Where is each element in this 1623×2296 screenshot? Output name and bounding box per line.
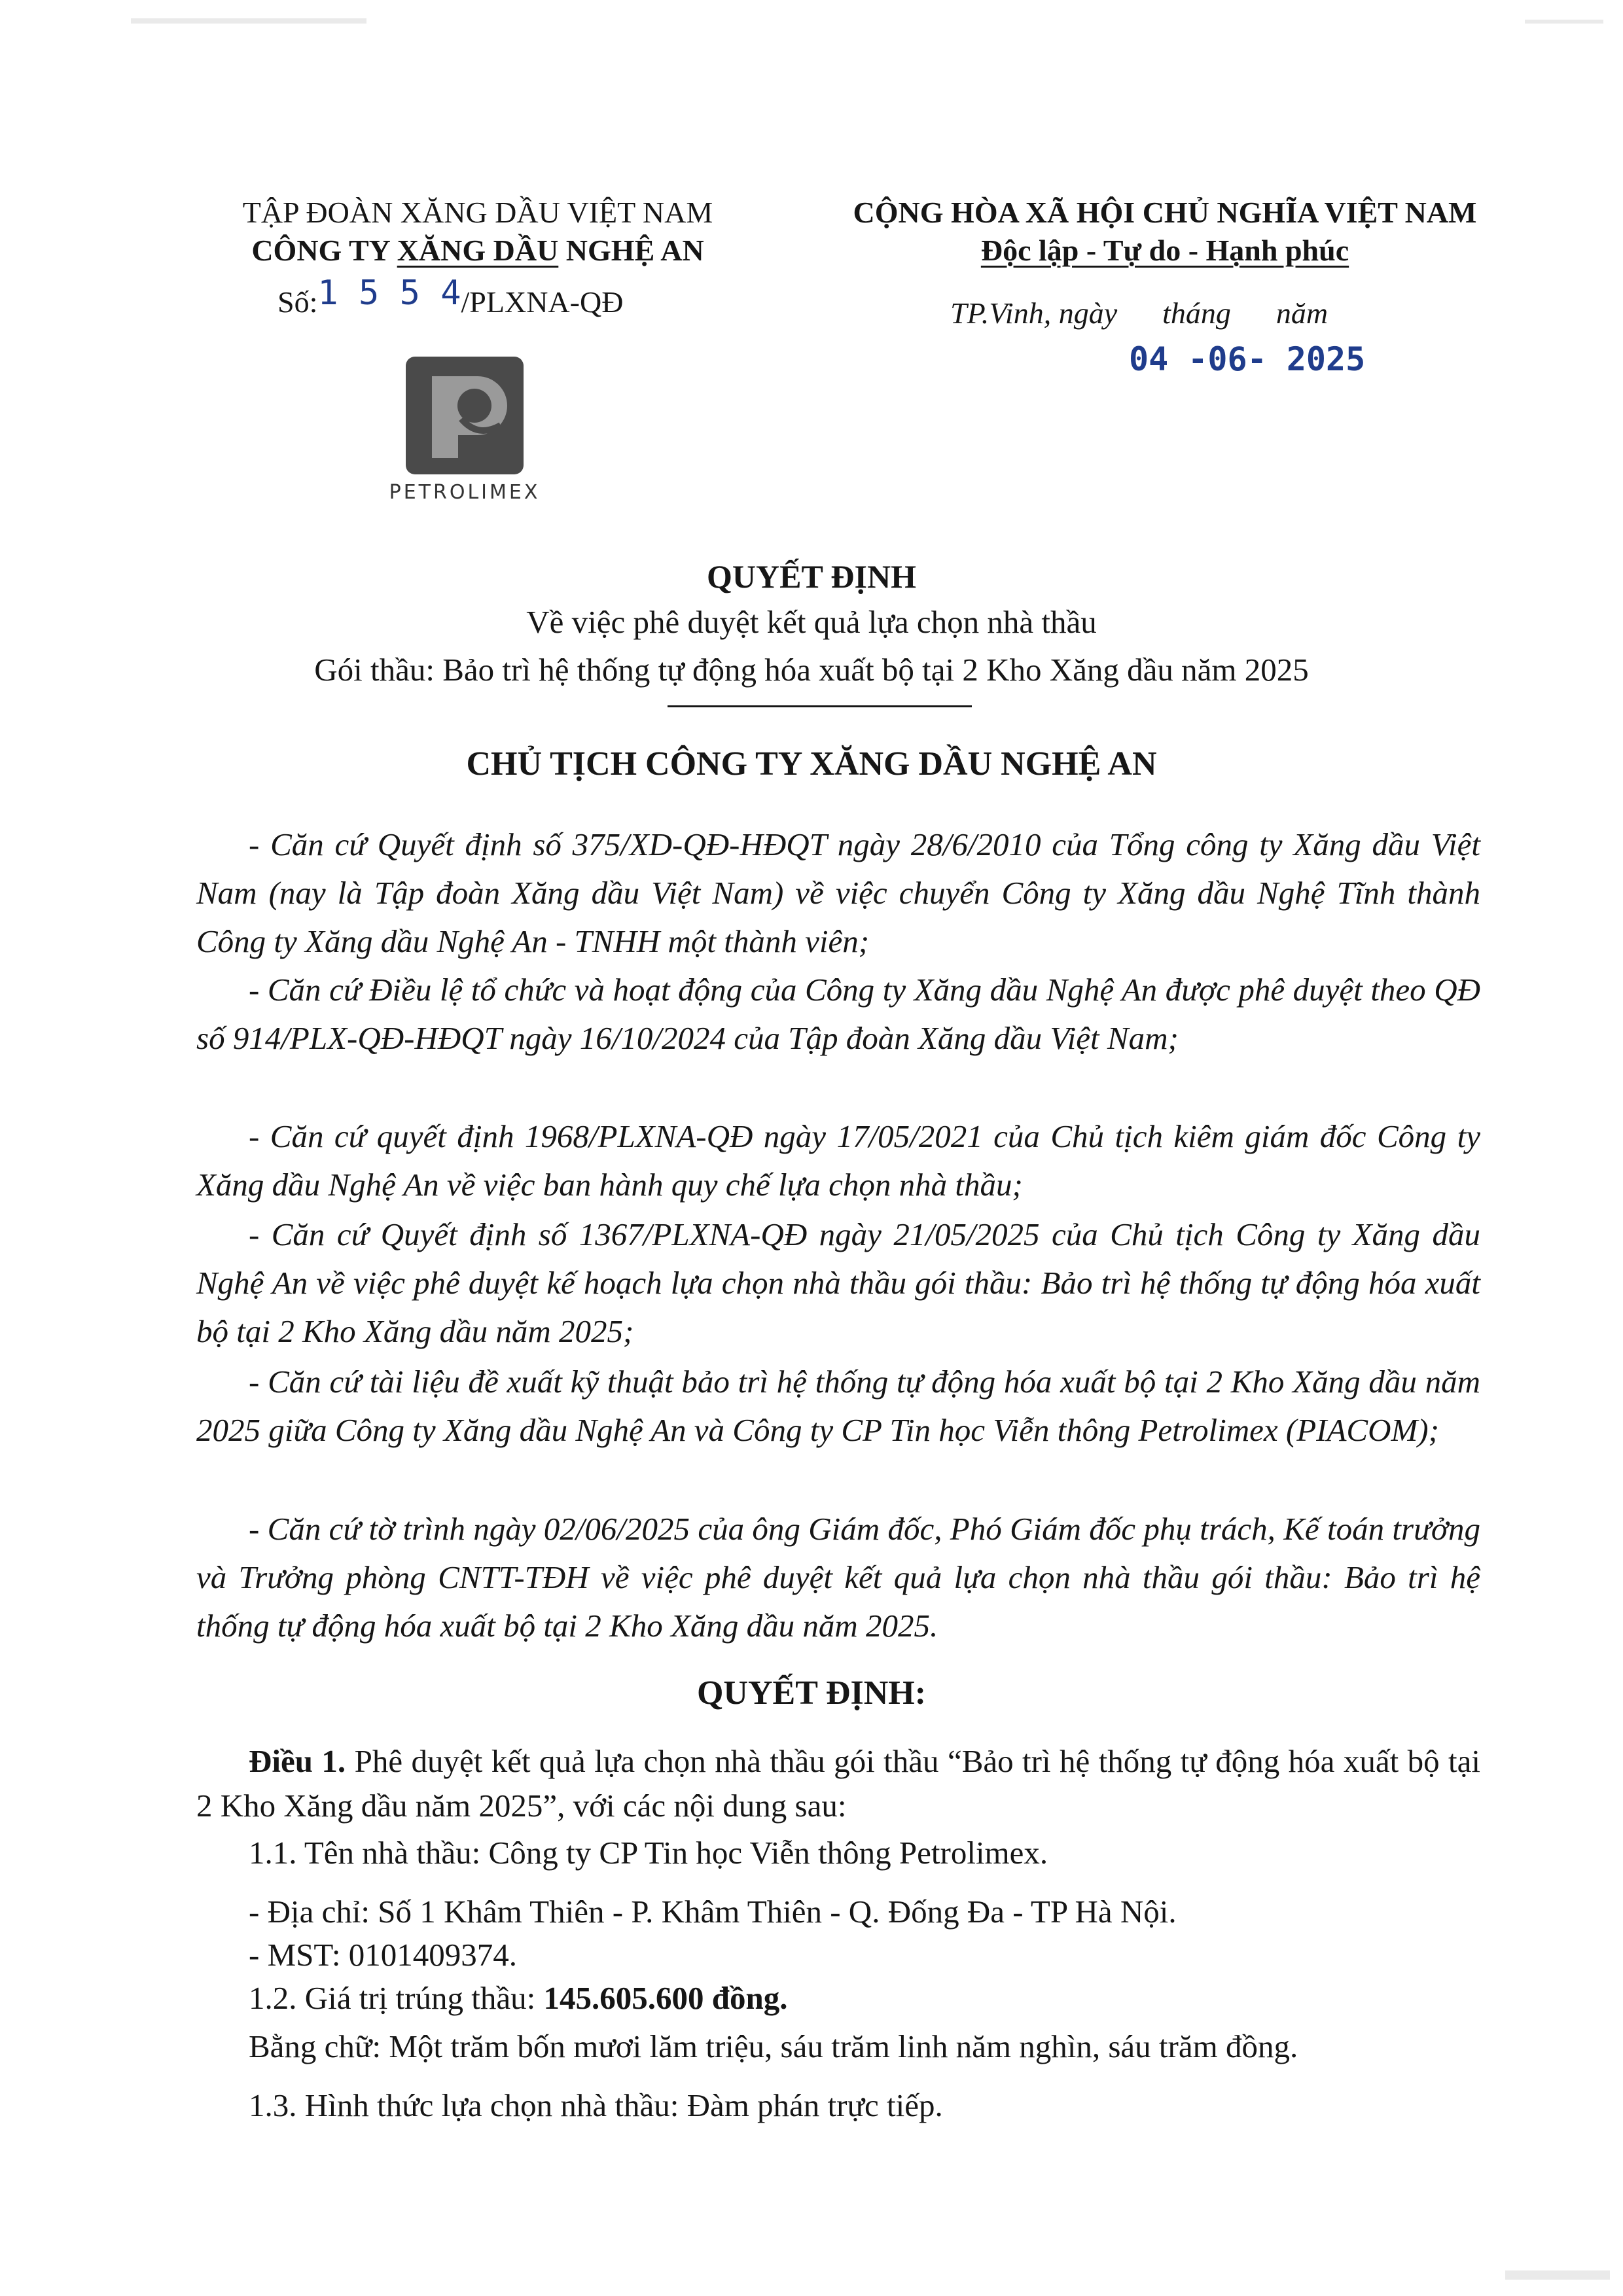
article-1: Điều 1. Phê duyệt kết quả lựa chọn nhà thầu gói thầu “Bảo trì hệ thống tự động hóa xuất bộ tại 2 Kho Xăng dầu năm 2025”, với các nội dung sau: (196, 1743, 1481, 1824)
contractor-name: 1.1. Tên nhà thầu: Công ty CP Tin học Viễn thông Petrolimex. (249, 1835, 1048, 1871)
stamped-number: 1 5 5 4 (317, 274, 461, 313)
petrolimex-logo-icon (406, 357, 524, 474)
parent-org: TẬP ĐOÀN XĂNG DẦU VIỆT NAM (242, 196, 713, 229)
legal-basis-5: - Căn cứ tài liệu đề xuất kỹ thuật bảo trì hệ thống tự động hóa xuất bộ tại 2 Kho Xăng dầu năm 2025 giữa Công ty Xăng dầu Nghệ An và Công ty CP Tin học Viễn thông Petrolimex (PIACOM); (196, 1364, 1480, 1448)
price-in-words: Bằng chữ: Một trăm bốn mươi lăm triệu, sáu trăm linh năm nghìn, sáu trăm đồng. (249, 2028, 1298, 2064)
org-header-left (183, 194, 772, 270)
decision-subject: Về việc phê duyệt kết quả lựa chọn nhà thầu (526, 604, 1097, 640)
winning-price: 1.2. Giá trị trúng thầu: 145.605.600 đồng. (249, 1980, 788, 2016)
legal-basis-4: - Căn cứ Quyết định số 1367/PLXNA-QĐ ngày 21/05/2025 của Chủ tịch Công ty Xăng dầu Nghệ An về việc phê duyệt kế hoạch lựa chọn nhà thầu gói thầu: Bảo trì hệ thống tự động hóa xuất bộ tại 2 Kho Xăng dầu năm 2025; (196, 1216, 1480, 1349)
decision-heading: QUYẾT ĐỊNH: (696, 1674, 927, 1712)
package-name: Gói thầu: Bảo trì hệ thống tự động hóa xuất bộ tại 2 Kho Xăng dầu năm 2025 (314, 652, 1309, 688)
document-number: Số:1 5 5 4/PLXNA-QĐ (277, 274, 624, 319)
selection-method: 1.3. Hình thức lựa chọn nhà thầu: Đàm phán trực tiếp. (249, 2087, 943, 2123)
legal-basis-2: - Căn cứ Điều lệ tổ chức và hoạt động của Công ty Xăng dầu Nghệ An được phê duyệt theo QĐ số 914/PLX-QĐ-HĐQT ngày 16/10/2024 của Tập đoàn Xăng dầu Việt Nam; (196, 972, 1480, 1056)
place-date: TP.Vinh, ngày tháng năm (950, 296, 1329, 330)
national-header (772, 194, 1558, 270)
scan-mark-top-left (131, 18, 366, 24)
logo-text: PETROLIMEX (389, 481, 541, 504)
title-divider (668, 705, 972, 707)
scan-mark-bottom-right (1505, 2270, 1610, 2280)
legal-basis-1: - Căn cứ Quyết định số 375/XD-QĐ-HĐQT ngày 28/6/2010 của Tổng công ty Xăng dầu Việt Nam (nay là Tập đoàn Xăng dầu Việt Nam) về việc chuyển Công ty Xăng dầu Nghệ Tĩnh thành Công ty Xăng dầu Nghệ An - TNHH một thành viên; (196, 826, 1480, 959)
legal-basis-3: - Căn cứ quyết định 1968/PLXNA-QĐ ngày 17/05/2021 của Chủ tịch kiêm giám đốc Công ty Xăng dầu Nghệ An về việc ban hành quy chế lựa chọn nhà thầu; (196, 1118, 1480, 1203)
motto: Độc lập - Tự do - Hạnh phúc (980, 234, 1349, 267)
legal-basis-6: - Căn cứ tờ trình ngày 02/06/2025 của ông Giám đốc, Phó Giám đốc phụ trách, Kế toán trưởng và Trưởng phòng CNTT-TĐH về việc phê duyệt kết quả lựa chọn nhà thầu gói thầu: Bảo trì hệ thống tự động hóa xuất bộ tại 2 Kho Xăng dầu năm 2025. (196, 1511, 1480, 1644)
decision-title: QUYẾT ĐỊNH (707, 558, 916, 595)
nation-name: CỘNG HÒA XÃ HỘI CHỦ NGHĨA VIỆT NAM (853, 196, 1477, 229)
contractor-address: - Địa chỉ: Số 1 Khâm Thiên - P. Khâm Thiên - Q. Đống Đa - TP Hà Nội. (249, 1894, 1177, 1930)
company-name: CÔNG TY XĂNG DẦU NGHỆ AN (251, 234, 704, 267)
issuing-authority: CHỦ TỊCH CÔNG TY XĂNG DẦU NGHỆ AN (466, 745, 1157, 783)
stamped-date: 04 -06- 2025 (1129, 340, 1366, 378)
contractor-tax-code: - MST: 0101409374. (249, 1937, 517, 1973)
scan-mark-top-right (1525, 20, 1603, 24)
